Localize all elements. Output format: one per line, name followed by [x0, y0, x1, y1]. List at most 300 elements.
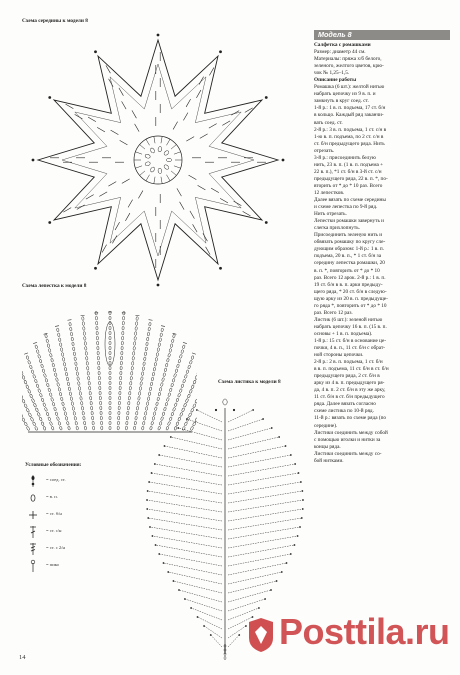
- chain-oval: [71, 337, 74, 341]
- chain-oval: [66, 377, 69, 381]
- chain-oval: [129, 391, 132, 395]
- chain-oval: [134, 421, 137, 425]
- chain-oval: [145, 347, 148, 351]
- leaf-vein: [152, 473, 222, 485]
- stitch-dot: [300, 481, 302, 483]
- text-line: набрать цепочку 16 в. п. (15 в. п.: [314, 323, 387, 330]
- stitch-mark: [120, 140, 128, 145]
- chain-oval: [84, 336, 87, 340]
- chain-oval: [95, 316, 97, 320]
- chain-oval: [146, 337, 149, 341]
- chain-oval: [129, 386, 132, 390]
- chain-oval: [56, 328, 59, 332]
- chain-oval: [39, 393, 42, 397]
- chain-oval: [74, 357, 77, 361]
- stitch-dot: [302, 508, 304, 510]
- chain-oval: [143, 357, 146, 361]
- stitch-mark: [174, 152, 181, 154]
- chain-oval: [161, 328, 164, 332]
- chain-oval: [84, 341, 87, 345]
- stitch-dot: [146, 499, 148, 501]
- legend-label: = ст. б/н: [46, 511, 62, 516]
- stitch-dot: [285, 445, 287, 447]
- chain-oval: [41, 422, 44, 426]
- chain-oval: [73, 411, 76, 415]
- text-line: зеленого, желтого цветов, крю-: [314, 63, 384, 70]
- chain-oval: [91, 411, 94, 415]
- star-tip-dot: [265, 96, 268, 99]
- leaf-vein: [163, 563, 222, 575]
- chain-oval: [131, 366, 134, 370]
- leaf-vein: [147, 509, 222, 521]
- chain-oval: [22, 399, 25, 403]
- stitch-dot: [170, 436, 172, 438]
- chain-oval: [58, 421, 61, 425]
- stitch-mark: [146, 139, 150, 145]
- chain-oval: [80, 396, 83, 400]
- chain-oval: [33, 374, 36, 378]
- stitch-dot: [264, 598, 266, 600]
- chain-oval: [109, 391, 111, 395]
- chain-oval: [46, 412, 49, 416]
- chain-oval: [96, 336, 98, 340]
- stitch-dot: [238, 634, 240, 636]
- chain-oval: [140, 381, 143, 385]
- chain-oval: [87, 376, 90, 380]
- chain-oval: [97, 346, 99, 350]
- text-line: вать соед. ст.: [314, 119, 343, 126]
- chain-oval: [121, 351, 123, 355]
- chain-oval: [72, 406, 75, 410]
- chain-oval: [109, 381, 111, 385]
- star-tip-dot: [282, 159, 285, 162]
- chain-oval: [109, 421, 111, 425]
- chain-oval: [109, 351, 111, 355]
- stitch-dot: [278, 436, 280, 438]
- star-tip-dot: [219, 50, 222, 53]
- chain-oval: [121, 341, 123, 345]
- text-line: в кольцо. Каждый ряд заканчи-: [314, 112, 384, 119]
- text-line: в. п. *, повторить от * до * 10: [314, 267, 380, 274]
- chain-oval: [122, 326, 124, 330]
- t-stitch-icon: [25, 525, 41, 539]
- leaf-vein: [150, 527, 222, 539]
- stitch-mark: [167, 139, 171, 145]
- star-tip-dot: [94, 50, 97, 53]
- text-line: середине).: [314, 422, 338, 429]
- chain-oval: [109, 356, 111, 360]
- chain-oval: [191, 355, 194, 359]
- chain-oval: [70, 397, 73, 401]
- chain-oval: [143, 362, 146, 366]
- chain-oval: [134, 331, 137, 335]
- stitch-mark: [112, 236, 117, 244]
- chain-oval: [45, 334, 48, 338]
- text-line: 2-й р.: 3 в. п. подъема, 1 ст. с/н в: [314, 126, 387, 133]
- chain-oval: [121, 336, 123, 340]
- chain-oval: [61, 402, 64, 406]
- stitch-dot: [147, 490, 149, 492]
- star-tip-dot: [265, 221, 268, 224]
- text-line: Листики соединить между собой: [314, 429, 388, 436]
- chain-oval: [158, 146, 162, 152]
- chain-oval: [109, 341, 111, 345]
- chain-oval: [119, 391, 121, 395]
- stitch-dot: [190, 607, 192, 609]
- oval-icon: [25, 491, 41, 505]
- chain-oval: [29, 394, 32, 398]
- picot-icon: [25, 559, 41, 573]
- stitch-mark: [128, 200, 133, 208]
- chain-oval: [76, 372, 79, 376]
- text-line: Далее вязать по схеме середины: [314, 197, 386, 204]
- chain-oval: [127, 406, 130, 410]
- text-line: Листики соединить между со-: [314, 450, 382, 457]
- legend-row: [25, 559, 135, 576]
- stitch-mark: [167, 175, 171, 181]
- chain-oval: [100, 411, 102, 415]
- stitch-mark: [135, 124, 140, 132]
- stitch-mark: [75, 114, 83, 119]
- text-line: щего ряда, * 20 ст. б/н в следую-: [314, 288, 387, 295]
- stitch-dot: [149, 526, 151, 528]
- leaf-vein: [228, 554, 291, 566]
- leaf-vein: [191, 608, 222, 620]
- chain-oval: [85, 356, 88, 360]
- chain-oval: [43, 426, 46, 430]
- chain-oval: [22, 395, 23, 399]
- chain-oval: [135, 411, 138, 415]
- leaf-vein: [148, 518, 222, 530]
- chain-oval: [158, 343, 161, 347]
- petal-column: [67, 320, 87, 431]
- chain-oval: [163, 150, 169, 156]
- chain-oval: [144, 352, 147, 356]
- stitch-dot: [281, 571, 283, 573]
- chain-oval: [72, 342, 75, 346]
- plus-icon: [25, 508, 41, 522]
- chain-oval: [133, 426, 136, 430]
- chain-oval: [43, 403, 46, 407]
- leaf-diagram-caption: Схема листика к модели 8: [218, 379, 281, 385]
- chain-oval: [109, 311, 111, 315]
- stitch-mark: [108, 182, 116, 187]
- chain-oval: [47, 344, 50, 348]
- chain-oval: [83, 421, 86, 425]
- chain-oval: [82, 411, 85, 415]
- chain-oval: [109, 371, 111, 375]
- stitch-dot: [158, 553, 160, 555]
- stitch-dot: [301, 517, 303, 519]
- chain-oval: [70, 332, 73, 336]
- star-tip-dot: [48, 221, 51, 224]
- chain-oval: [128, 401, 131, 405]
- chain-oval: [163, 164, 169, 170]
- chain-oval: [133, 346, 136, 350]
- chain-oval: [96, 326, 98, 330]
- stitch-mark: [67, 320, 71, 321]
- chain-oval: [77, 377, 80, 381]
- chain-oval: [224, 656, 226, 659]
- chain-oval: [160, 382, 163, 386]
- text-line: концы ряда.: [314, 443, 341, 450]
- stitch-dot: [184, 598, 186, 600]
- center-ring: [134, 136, 182, 184]
- stitch-mark: [192, 353, 196, 354]
- stitch-mark: [122, 179, 130, 184]
- star-tip-dot: [157, 34, 160, 37]
- stitch-dot: [302, 499, 304, 501]
- star-tip-dot: [157, 284, 160, 287]
- chain-oval: [157, 348, 160, 352]
- chain-oval: [189, 360, 192, 364]
- chain-oval: [43, 373, 46, 377]
- chain-oval: [68, 426, 71, 430]
- chain-oval: [179, 354, 182, 358]
- chain-oval: [109, 361, 111, 365]
- legend-row: [25, 525, 135, 542]
- leaf-vein: [228, 473, 298, 485]
- chain-oval: [109, 386, 111, 390]
- chain-oval: [172, 334, 175, 338]
- chain-oval: [51, 426, 54, 430]
- chain-oval: [88, 381, 91, 385]
- chain-oval: [99, 386, 101, 390]
- chain-oval: [119, 376, 121, 380]
- stitch-mark: [183, 342, 187, 343]
- text-line: Размер: диаметр 44 см.: [314, 49, 366, 56]
- watermark: [246, 611, 452, 660]
- stitch-mark: [111, 130, 119, 135]
- text-line: нить, 23 в. п. (1 в. п. подъема +: [314, 161, 384, 168]
- chain-oval: [42, 369, 45, 373]
- chain-oval: [128, 396, 131, 400]
- chain-oval: [169, 348, 172, 352]
- stitch-mark: [199, 77, 204, 85]
- chain-oval: [100, 421, 102, 425]
- star-tip-dot: [32, 159, 35, 162]
- chain-oval: [24, 422, 28, 426]
- chain-oval: [54, 373, 57, 377]
- chain-oval: [57, 333, 60, 337]
- chain-oval: [49, 421, 52, 425]
- chain-oval: [71, 401, 74, 405]
- leaf-vein: [228, 455, 291, 467]
- chain-oval: [97, 356, 99, 360]
- legend-title: Условные обозначения:: [25, 462, 82, 468]
- text-line: схеме листика по 10-й ряд.: [314, 408, 374, 415]
- chain-oval: [109, 406, 111, 410]
- stitch-dot: [258, 607, 260, 609]
- stitch-dot: [186, 418, 188, 420]
- leaf-vein: [228, 518, 302, 530]
- stitch-mark: [33, 342, 37, 343]
- chain-oval: [195, 375, 197, 379]
- stitch-dot: [262, 418, 264, 420]
- chain-oval: [100, 416, 102, 420]
- stitch-mark: [193, 224, 198, 232]
- stitch-mark: [66, 104, 74, 109]
- text-line: раз. Всего 12 раз.: [314, 309, 353, 316]
- chain-oval: [52, 363, 55, 367]
- petal-column: [55, 326, 79, 431]
- text-line: 3-й р.: присоединить белую: [314, 154, 376, 161]
- chain-oval: [85, 351, 88, 355]
- chain-oval: [119, 386, 121, 390]
- chain-oval: [181, 384, 184, 388]
- chain-oval: [125, 426, 128, 430]
- text-line: замкнуть в круг соед. ст.: [314, 98, 369, 105]
- chain-oval: [151, 377, 154, 381]
- stitch-dot: [197, 616, 199, 618]
- chain-oval: [165, 363, 168, 367]
- stitch-mark: [190, 211, 195, 219]
- stitch-dot: [152, 535, 154, 537]
- leaf-vein: [228, 590, 271, 602]
- chain-oval: [118, 411, 120, 415]
- stitch-dot: [210, 634, 212, 636]
- petal-column: [108, 311, 112, 430]
- stitch-mark: [115, 222, 120, 230]
- stitch-mark: [154, 136, 155, 143]
- chain-oval: [82, 317, 85, 321]
- chain-oval: [64, 367, 67, 371]
- leaf-vein: [159, 455, 222, 467]
- chain-oval: [117, 416, 119, 420]
- stitch-mark: [149, 320, 153, 321]
- chain-oval: [130, 376, 133, 380]
- stitch-dot: [163, 562, 165, 564]
- chain-oval: [92, 421, 95, 425]
- stitch-mark: [243, 211, 251, 216]
- chain-oval: [58, 338, 61, 342]
- chain-oval: [109, 411, 111, 415]
- legend-label: = пико: [46, 562, 59, 567]
- legend-row: [25, 542, 135, 559]
- legend: [25, 462, 135, 576]
- chain-oval: [69, 392, 72, 396]
- text-line: 11-й р.: вязать по схеме ряда (по: [314, 415, 387, 422]
- text-line: 1-й р.: 15 ст. б/н в основание це-: [314, 337, 387, 344]
- chain-oval: [172, 378, 175, 382]
- chain-oval: [133, 341, 136, 345]
- stitch-mark: [196, 90, 201, 98]
- chain-oval: [131, 361, 134, 365]
- chain-oval: [41, 398, 44, 402]
- stitch-mark: [189, 175, 197, 180]
- leaf-vein: [173, 581, 222, 593]
- chain-oval: [32, 422, 36, 426]
- leaf-vein: [147, 500, 222, 512]
- text-line: 11 ст. б/н в ст. б/н предыдущего: [314, 394, 385, 401]
- legend-label: = ст. с/н: [46, 528, 62, 533]
- chain-oval: [22, 375, 25, 379]
- chain-oval: [60, 397, 63, 401]
- stitch-mark: [140, 145, 145, 149]
- chain-oval: [122, 331, 124, 335]
- chain-oval: [24, 380, 27, 384]
- chain-oval: [135, 322, 138, 326]
- text-line: Лепестки ромашки завернуть и: [314, 218, 384, 225]
- chain-oval: [193, 380, 196, 384]
- chain-oval: [168, 353, 171, 357]
- chain-oval: [132, 356, 135, 360]
- stitch-dot: [177, 427, 179, 429]
- leaf-vein: [149, 482, 222, 494]
- stitch-mark: [138, 191, 143, 199]
- chain-oval: [147, 332, 150, 336]
- chain-oval: [109, 326, 111, 330]
- star-tip-dot: [48, 96, 51, 99]
- chain-oval: [175, 369, 178, 373]
- chain-oval: [109, 316, 111, 320]
- legend-row: [25, 474, 135, 491]
- chain-oval: [51, 397, 54, 401]
- leaf-vein: [228, 410, 253, 422]
- chain-oval: [83, 331, 86, 335]
- chain-oval: [118, 396, 120, 400]
- chain-oval: [48, 388, 51, 392]
- legend-label: = соед. ст.: [46, 477, 66, 482]
- text-line: ной стороны цепочки.: [314, 352, 364, 359]
- chain-oval: [130, 381, 133, 385]
- chain-oval: [74, 416, 77, 420]
- chain-oval: [56, 416, 59, 420]
- stitch-mark: [146, 175, 150, 181]
- chain-oval: [52, 402, 55, 406]
- chain-oval: [83, 326, 86, 330]
- chain-oval: [154, 362, 157, 366]
- chain-oval: [69, 322, 72, 326]
- text-line: подъема, 20 в. п., * 1 ст. б/н за: [314, 253, 382, 260]
- chain-oval: [55, 377, 58, 381]
- chain-oval: [158, 168, 162, 174]
- stitch-mark: [180, 202, 185, 210]
- chain-oval: [99, 391, 101, 395]
- chain-oval: [26, 426, 30, 430]
- chain-oval: [99, 401, 101, 405]
- chain-oval: [181, 349, 184, 353]
- chain-oval: [136, 317, 139, 321]
- chain-oval: [81, 406, 84, 410]
- text-line: Описание работы: [314, 77, 357, 84]
- chain-oval: [59, 426, 62, 430]
- chain-oval: [51, 358, 54, 362]
- chain-oval: [30, 417, 34, 421]
- chain-oval: [149, 322, 152, 326]
- leaf-vein: [185, 599, 222, 611]
- chain-oval: [40, 364, 43, 368]
- text-line: набрать цепочку из 9 в. п. и: [314, 91, 376, 98]
- chain-oval: [85, 346, 88, 350]
- chain-oval: [79, 391, 82, 395]
- stitch-mark: [177, 188, 182, 196]
- chain-oval: [31, 370, 34, 374]
- chain-oval: [46, 383, 49, 387]
- text-line: 22 в. п.), *1 ст. б/н в 3-й ст. с/н: [314, 168, 382, 175]
- stitch-dot: [164, 445, 166, 447]
- chain-oval: [60, 348, 63, 352]
- stitch-dot: [196, 409, 198, 411]
- chain-oval: [75, 362, 78, 366]
- chain-oval: [182, 345, 185, 349]
- stitch-mark: [173, 122, 178, 130]
- chain-oval: [49, 353, 52, 357]
- chain-oval: [33, 403, 36, 407]
- stitch-dot: [146, 508, 148, 510]
- chain-oval: [65, 416, 68, 420]
- stitch-mark: [183, 113, 188, 121]
